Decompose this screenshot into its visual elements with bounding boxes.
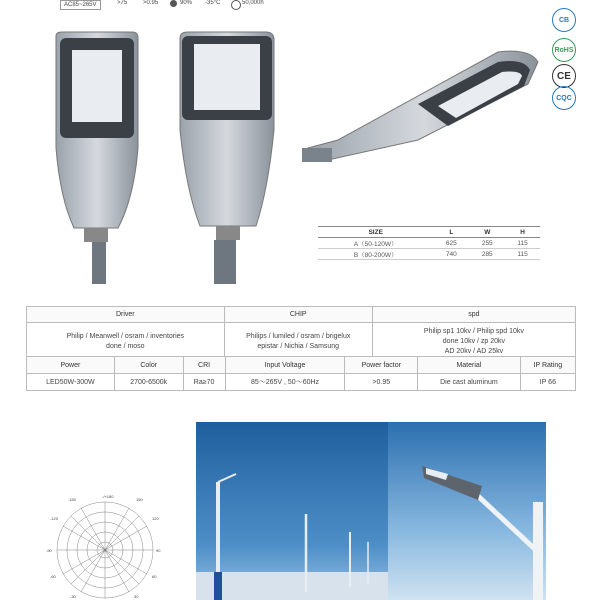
w-header: W: [469, 227, 505, 238]
cri-value: Ra≥70: [183, 374, 225, 391]
street-light-front-small-image: [40, 28, 150, 284]
efficiency-spec: 90%: [180, 0, 193, 6]
street-light-closeup-photo: [388, 422, 546, 600]
material-value: Die cast aluminum: [418, 374, 521, 391]
driver-value: Philip / Meanwell / osram / inventories done / moso: [27, 323, 225, 362]
spec-strip: [60, 0, 300, 9]
cri-header: CRI: [183, 357, 225, 374]
pf-spec: >0.95: [143, 0, 159, 6]
size-cell: A（50-120W）: [318, 238, 433, 249]
polar-label-right-60: 60: [152, 574, 157, 579]
ip-rating-header: IP Rating: [520, 357, 575, 374]
driver-header: Driver: [27, 307, 225, 323]
spd-header: spd: [372, 307, 575, 323]
material-header: Material: [418, 357, 521, 374]
cqc-cert-icon: CQC: [552, 86, 576, 110]
ip-rating-value: IP 66: [520, 374, 575, 391]
spd-value: Philip sp1 10kv / Philip spd 10kv done 10kv / zp 20kv AD 20kv / AD 25kv: [372, 323, 575, 362]
cb-cert-icon: CB: [552, 8, 576, 32]
polar-label-left-30: -30: [70, 594, 76, 599]
efficiency-icon: [170, 0, 177, 7]
lifetime-spec: 50,000h: [242, 0, 264, 6]
size-cell: 115: [505, 249, 540, 260]
power-header: Power: [27, 357, 115, 374]
rohs-cert-icon: RoHS: [552, 38, 576, 62]
polar-label-left-120: -120: [50, 516, 59, 521]
polar-label-right-30: 30: [134, 594, 139, 599]
size-cell: 625: [433, 238, 469, 249]
temp-spec: -35°C: [205, 0, 221, 6]
street-light-front-large-image: [172, 30, 282, 286]
cri-spec: >75: [117, 0, 128, 6]
size-header: SIZE: [318, 227, 433, 238]
ce-cert-icon: CE: [552, 64, 576, 88]
h-header: H: [505, 227, 540, 238]
l-header: L: [433, 227, 469, 238]
power-value: LED50W-300W: [27, 374, 115, 391]
size-table: [318, 226, 540, 260]
color-value: 2700-6500k: [114, 374, 183, 391]
color-header: Color: [114, 357, 183, 374]
polar-label-left-60: -60: [50, 574, 56, 579]
polar-light-distribution-diagram: [40, 488, 170, 600]
chip-header: CHIP: [224, 307, 372, 323]
clock-icon: [231, 0, 241, 10]
polar-label-top: -/+180: [102, 494, 114, 499]
input-voltage-value: 85～265V , 50～60Hz: [225, 374, 345, 391]
size-cell: 285: [469, 249, 505, 260]
power-factor-header: Power factor: [345, 357, 418, 374]
street-light-side-image: [298, 44, 544, 184]
polar-label-right-120: 120: [152, 516, 159, 521]
specifications-table: [26, 356, 576, 391]
size-cell: 255: [469, 238, 505, 249]
polar-label-left-90: -90: [46, 548, 52, 553]
polar-label-upper-right: 150: [136, 497, 143, 502]
street-light-installation-photo: [196, 422, 388, 600]
polar-label-right-90: 90: [156, 548, 161, 553]
input-voltage-header: Input Voltage: [225, 357, 345, 374]
components-table: [26, 306, 576, 362]
size-cell: 115: [505, 238, 540, 249]
voltage-spec: AC85~265V: [60, 0, 101, 10]
polar-label-upper-left: -150: [68, 497, 77, 502]
power-factor-value: >0.95: [345, 374, 418, 391]
chip-value: Philips / lumiled / osram / brigelux epistar / Nichia / Samsung: [224, 323, 372, 362]
size-cell: 740: [433, 249, 469, 260]
size-cell: B（80-200W）: [318, 249, 433, 260]
